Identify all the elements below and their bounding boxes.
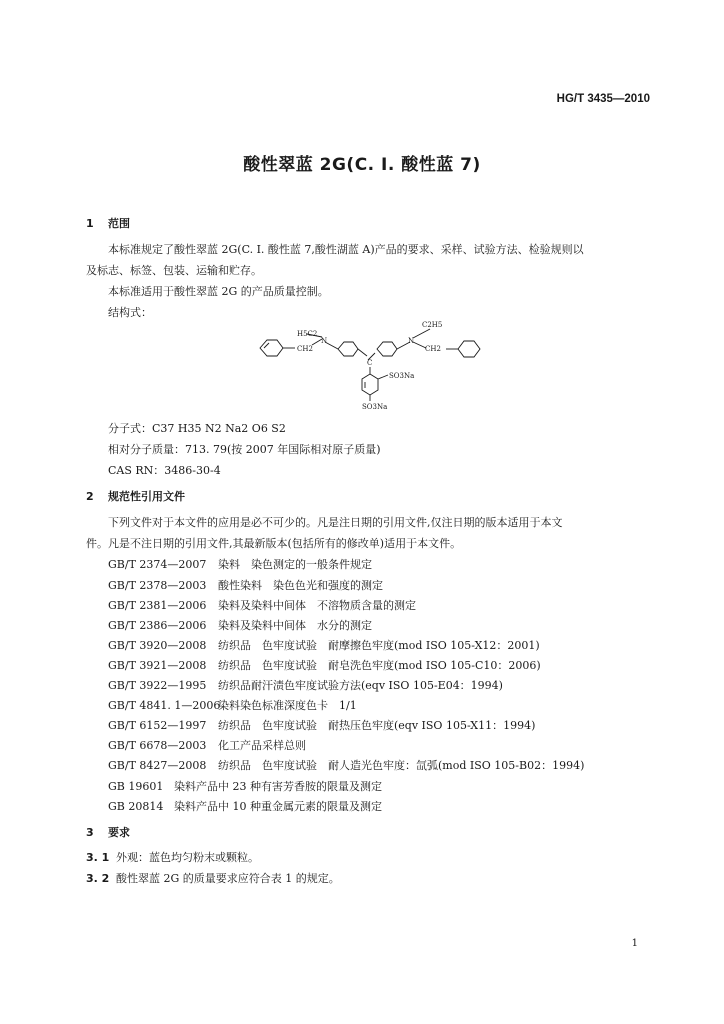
ref-item <box>108 697 357 713</box>
left-ch2-label: CH2 <box>297 345 313 353</box>
center-c-label: C <box>367 359 373 367</box>
structural-formula <box>250 312 490 418</box>
page-number: 1 <box>631 938 638 949</box>
ref-item <box>108 657 541 673</box>
requirement-3-1 <box>86 849 259 865</box>
so3na-label-1: SO3Na <box>389 372 415 380</box>
section-number: 1 <box>86 217 94 230</box>
scope-para1-line2: 及标志、标签、包装、运输和贮存。 <box>86 264 262 277</box>
left-ethyl-label: H5C2 <box>297 330 318 338</box>
section-2-heading <box>86 488 185 504</box>
ref-item <box>108 556 372 572</box>
ref-code: GB/T 4841. 1—2006 <box>108 699 221 712</box>
cas-number: CAS RN：3486-30-4 <box>108 464 221 477</box>
left-n-label: N <box>321 337 328 345</box>
ref-code: GB/T 2386—2006 <box>108 619 207 632</box>
ref-code: GB/T 3922—1995 <box>108 679 207 692</box>
so3na-label-2: SO3Na <box>362 403 388 411</box>
scope-para1-line1: 本标准规定了酸性翠蓝 2G(C. I. 酸性蓝 7,酸性湖蓝 A)产品的要求、采样、试验方法、检验规则以 <box>108 243 584 256</box>
ref-item <box>108 577 383 593</box>
ref-title: 染料产品中 23 种有害芳香胺的限量及测定 <box>174 780 382 793</box>
refs-intro-line2: 件。凡是不注日期的引用文件,其最新版本(包括所有的修改单)适用于本文件。 <box>86 537 462 550</box>
clause-number: 3. 1 <box>86 851 110 864</box>
ref-title: 染料及染料中间体 不溶物质含量的测定 <box>218 599 416 612</box>
ref-code: GB 20814 <box>108 800 164 813</box>
ref-title: 纺织品 色牢度试验 耐摩擦色牢度(mod ISO 105-X12：2001) <box>218 639 540 652</box>
scope-para2: 本标准适用于酸性翠蓝 2G 的产品质量控制。 <box>108 285 329 298</box>
ref-title: 纺织品耐汗渍色牢度试验方法(eqv ISO 105-E04：1994) <box>218 679 503 692</box>
ref-title: 染料 染色测定的一般条件规定 <box>218 558 372 571</box>
ref-item <box>108 637 540 653</box>
ref-item <box>108 778 382 794</box>
ref-code: GB 19601 <box>108 780 164 793</box>
clause-text: 外观：蓝色均匀粉末或颗粒。 <box>116 851 259 864</box>
clause-text: 酸性翠蓝 2G 的质量要求应符合表 1 的规定。 <box>116 872 340 885</box>
ref-title: 纺织品 色牢度试验 耐皂洗色牢度(mod ISO 105-C10：2006) <box>218 659 541 672</box>
refs-intro-line1: 下列文件对于本文件的应用是必不可少的。凡是注日期的引用文件,仅注日期的版本适用于本文 <box>108 516 563 529</box>
ref-item <box>108 757 584 773</box>
ref-title: 化工产品采样总则 <box>218 739 306 752</box>
ref-code: GB/T 2378—2003 <box>108 579 207 592</box>
section-title: 范围 <box>108 217 130 230</box>
left-benzyl-ring <box>260 340 283 356</box>
ref-code: GB/T 6152—1997 <box>108 719 207 732</box>
ref-code: GB/T 6678—2003 <box>108 739 207 752</box>
ref-title: 染料染色标准深度色卡 1/1 <box>218 699 357 712</box>
ref-title: 染料及染料中间体 水分的测定 <box>218 619 372 632</box>
section-number: 2 <box>86 490 94 503</box>
ref-item <box>108 617 372 633</box>
ref-title: 纺织品 色牢度试验 耐热压色牢度(eqv ISO 105-X11：1994) <box>218 719 536 732</box>
section-number: 3 <box>86 826 94 839</box>
ref-code: GB/T 8427—2008 <box>108 759 207 772</box>
right-ch2-label: CH2 <box>425 345 441 353</box>
right-ethyl-label: C2H5 <box>422 321 443 329</box>
ref-item <box>108 737 306 753</box>
ref-code: GB/T 3921—2008 <box>108 659 207 672</box>
molecular-mass: 相对分子质量：713. 79(按 2007 年国际相对原子质量) <box>108 443 381 456</box>
ref-item <box>108 717 535 733</box>
page-title: 酸性翠蓝 2G(C. I. 酸性蓝 7) <box>243 155 481 175</box>
molecular-formula: 分子式：C37 H35 N2 Na2 O6 S2 <box>108 422 286 435</box>
ref-code: GB/T 2381—2006 <box>108 599 207 612</box>
section-3-heading <box>86 824 130 840</box>
section-title: 规范性引用文件 <box>108 490 185 503</box>
left-phenyl-ring <box>338 342 358 356</box>
requirement-3-2 <box>86 870 340 886</box>
right-benzyl-ring <box>458 341 480 357</box>
ref-code: GB/T 2374—2007 <box>108 558 207 571</box>
ref-title: 酸性染料 染色色光和强度的测定 <box>218 579 383 592</box>
ref-code: GB/T 3920—2008 <box>108 639 207 652</box>
right-phenyl-ring <box>377 342 397 356</box>
ref-title: 染料产品中 10 种重金属元素的限量及测定 <box>174 800 382 813</box>
ref-item <box>108 597 416 613</box>
right-n-label: N <box>408 337 415 345</box>
lower-sulfonated-ring <box>362 374 378 395</box>
ref-title: 纺织品 色牢度试验 耐人造光色牢度：氙弧(mod ISO 105-B02：1994) <box>218 759 585 772</box>
ref-item <box>108 798 382 814</box>
section-1-heading <box>86 215 130 231</box>
structure-label: 结构式： <box>108 306 152 319</box>
standard-code: HG/T 3435—2010 <box>556 93 650 105</box>
ref-item <box>108 677 503 693</box>
section-title: 要求 <box>108 826 130 839</box>
clause-number: 3. 2 <box>86 872 110 885</box>
